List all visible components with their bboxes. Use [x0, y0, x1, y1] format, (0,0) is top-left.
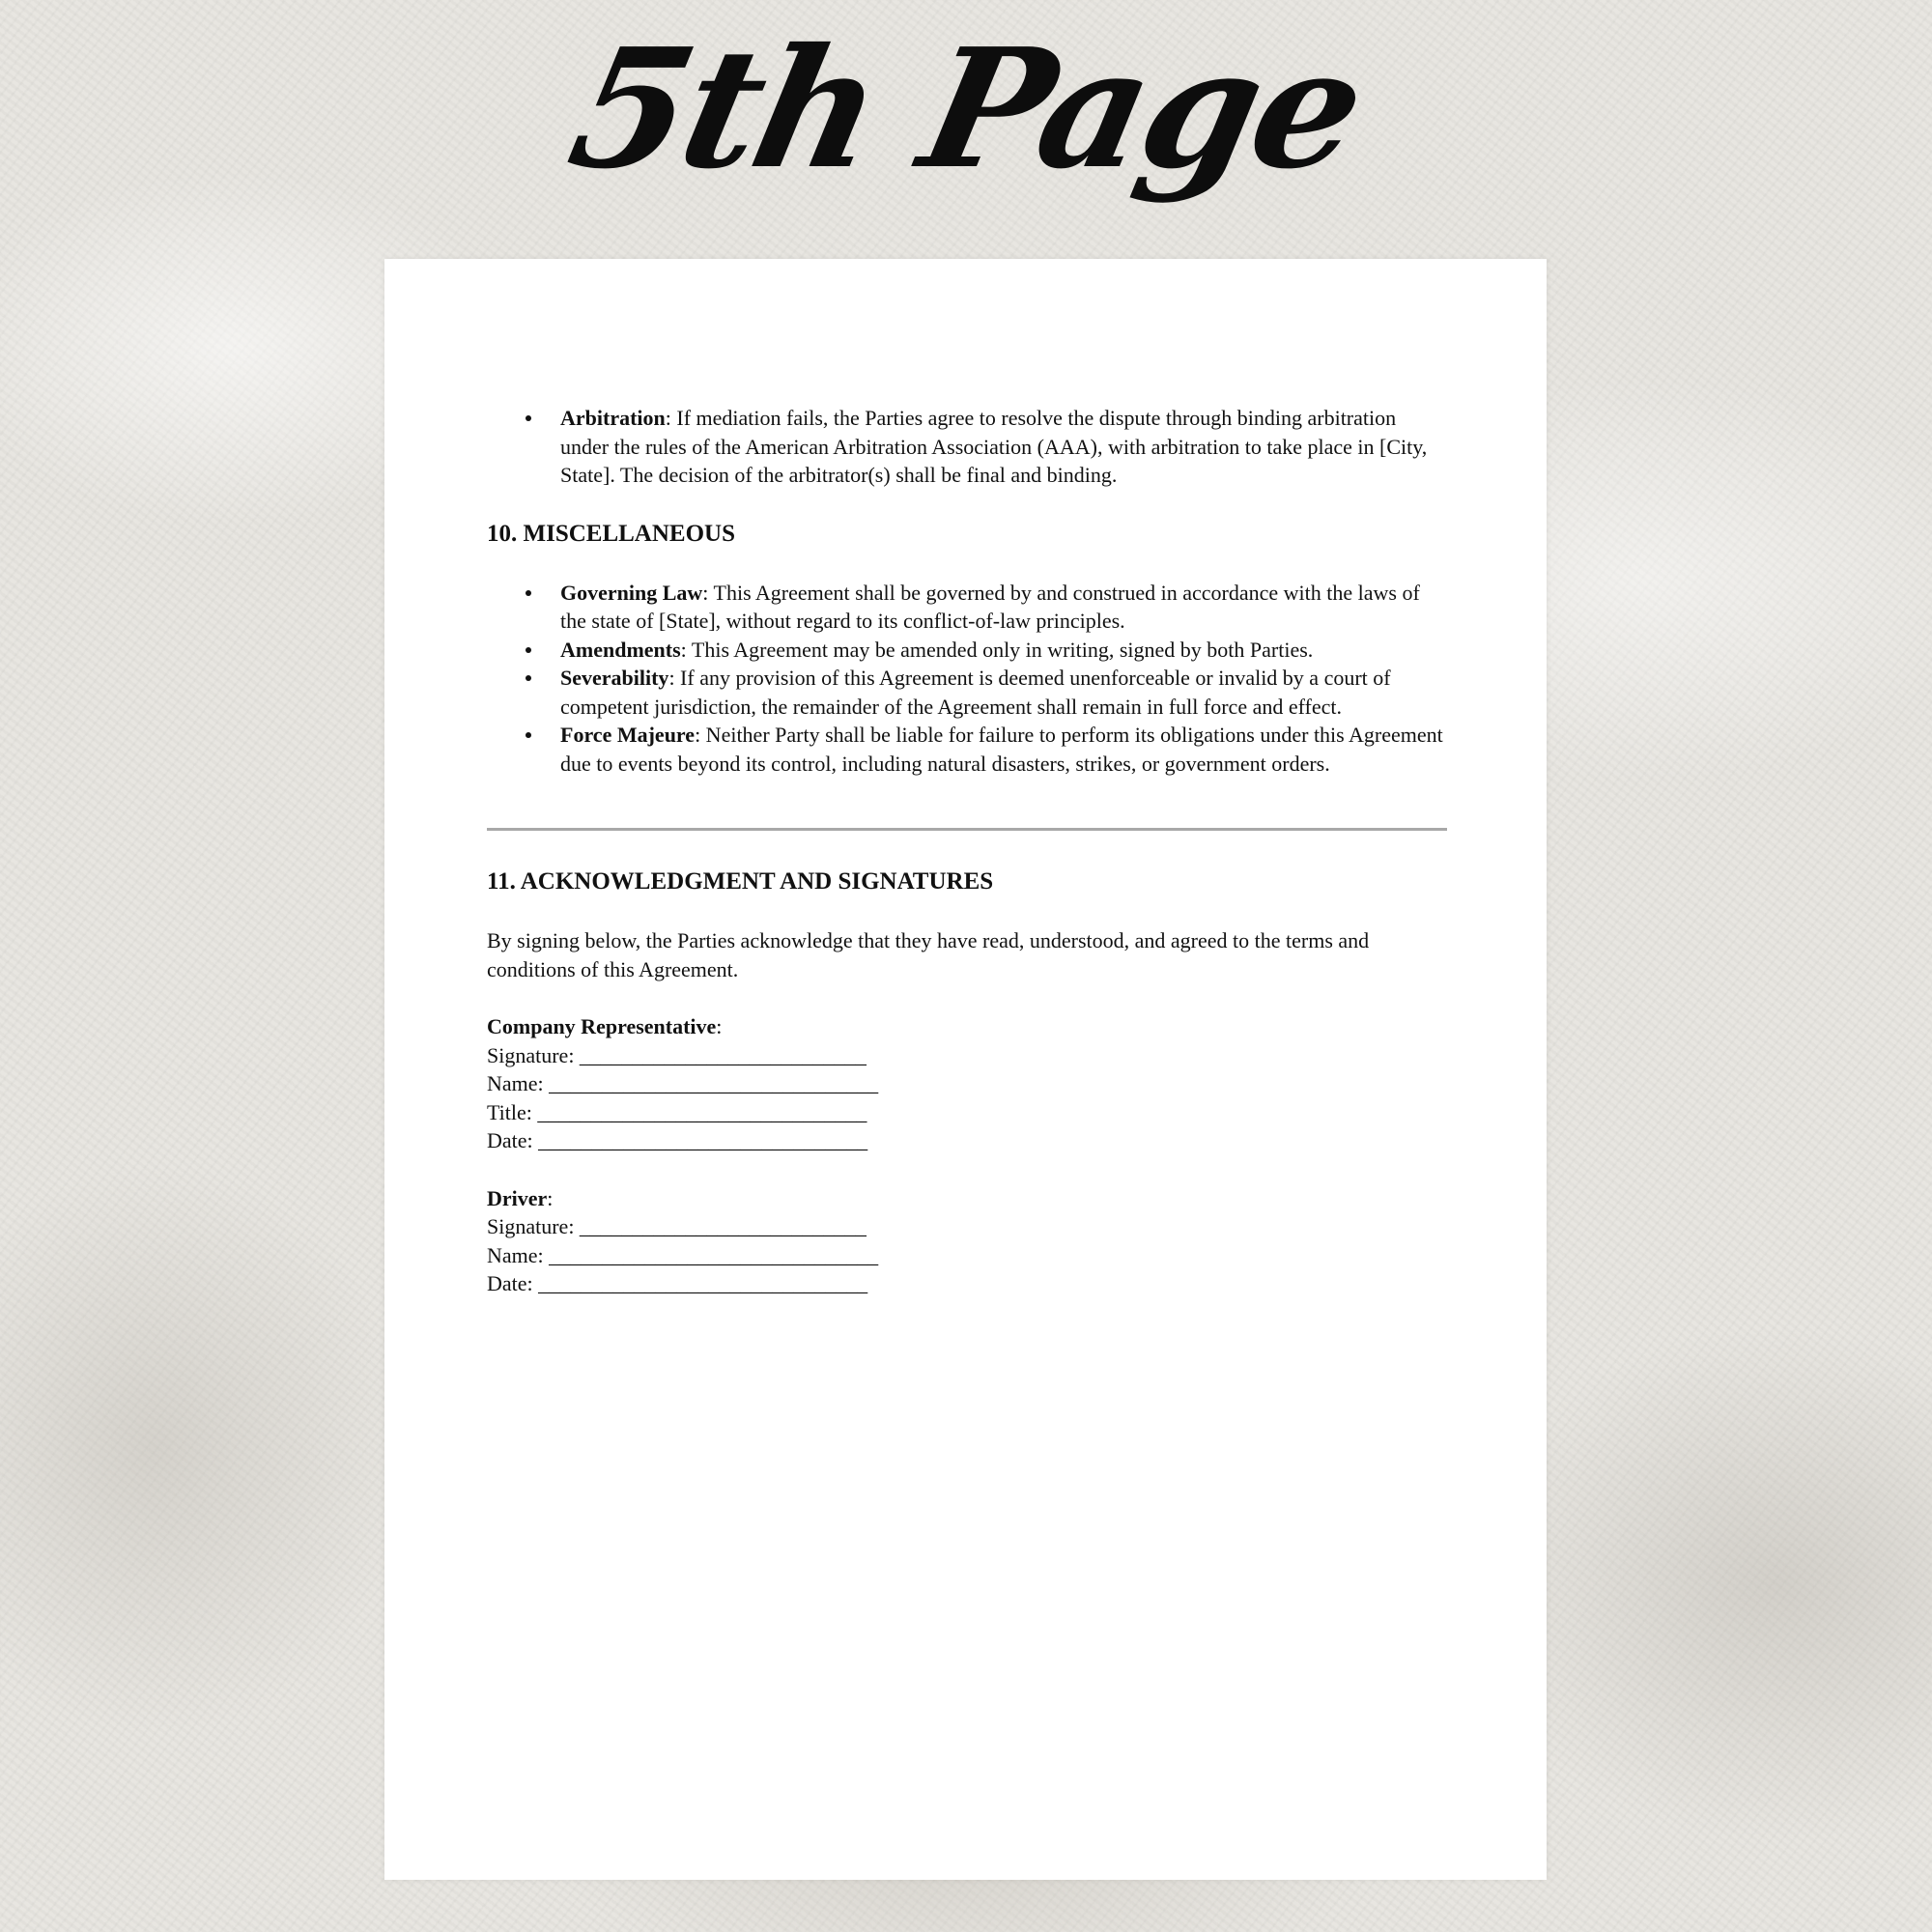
text-arbitration: : If mediation fails, the Parties agree to resolve the dispute through binding arbitration under the rules of the American Arbitration Association (AAA), with arbitration to take place in [City, State]. The decision of the arbitrator(s) shall be final and binding.	[560, 406, 1428, 487]
driver-label-line	[487, 1184, 1447, 1213]
miscellaneous-list	[487, 579, 1447, 779]
section-11-heading: 11. ACKNOWLEDGMENT AND SIGNATURES	[487, 868, 994, 895]
arbitration-list	[487, 404, 1447, 490]
text-amendments: : This Agreement may be amended only in writing, signed by both Parties.	[680, 637, 1314, 662]
company-title-line: Title: _______________________________	[487, 1099, 867, 1124]
section-10-heading: 10. MISCELLANEOUS	[487, 520, 735, 547]
company-signature-block	[487, 1012, 1447, 1155]
term-arbitration: Arbitration	[560, 406, 666, 430]
driver-signature-line: Signature: ___________________________	[487, 1214, 867, 1238]
document-content	[487, 404, 1447, 1298]
section-divider	[487, 828, 1447, 831]
driver-label-colon: :	[547, 1185, 554, 1210]
term-governing-law: Governing Law	[560, 580, 703, 605]
page-banner-title: 5th Page	[554, 13, 1378, 206]
text-force-majeure: : Neither Party shall be liable for failure to perform its obligations under this Agreement due to events beyond its control, including natural disasters, strikes, or government orders.	[560, 723, 1443, 776]
term-amendments: Amendments	[560, 637, 681, 662]
term-force-majeure: Force Majeure	[560, 723, 696, 747]
company-signature-line: Signature: ___________________________	[487, 1042, 867, 1067]
driver-label: Driver	[487, 1185, 548, 1210]
list-item-force-majeure	[560, 721, 1447, 778]
document-page	[384, 259, 1547, 1880]
company-name-line: Name: _______________________________	[487, 1071, 879, 1095]
text-severability: : If any provision of this Agreement is deemed unenforceable or invalid by a court of competent jurisdiction, the remainder of the Agreement shall remain in full force and effect.	[560, 666, 1391, 719]
company-date-line: Date: _______________________________	[487, 1128, 868, 1152]
company-label-colon: :	[716, 1014, 723, 1038]
list-item-governing-law	[560, 579, 1447, 636]
driver-signature-block	[487, 1184, 1447, 1298]
text-governing-law: : This Agreement shall be governed by and construed in accordance with the laws of the state of [State], without regard to its conflict-of-law principles.	[560, 580, 1420, 633]
company-label: Company Representative	[487, 1014, 717, 1038]
list-item-arbitration	[560, 404, 1447, 490]
driver-date-line: Date: _______________________________	[487, 1271, 868, 1295]
company-label-line	[487, 1012, 1447, 1041]
driver-name-line: Name: _______________________________	[487, 1242, 879, 1267]
term-severability: Severability	[560, 666, 669, 690]
list-item-amendments	[560, 636, 1447, 665]
list-item-severability	[560, 664, 1447, 721]
acknowledgment-paragraph: By signing below, the Parties acknowledge that they have read, understood, and agreed to the terms and conditions of this Agreement.	[487, 928, 1370, 981]
